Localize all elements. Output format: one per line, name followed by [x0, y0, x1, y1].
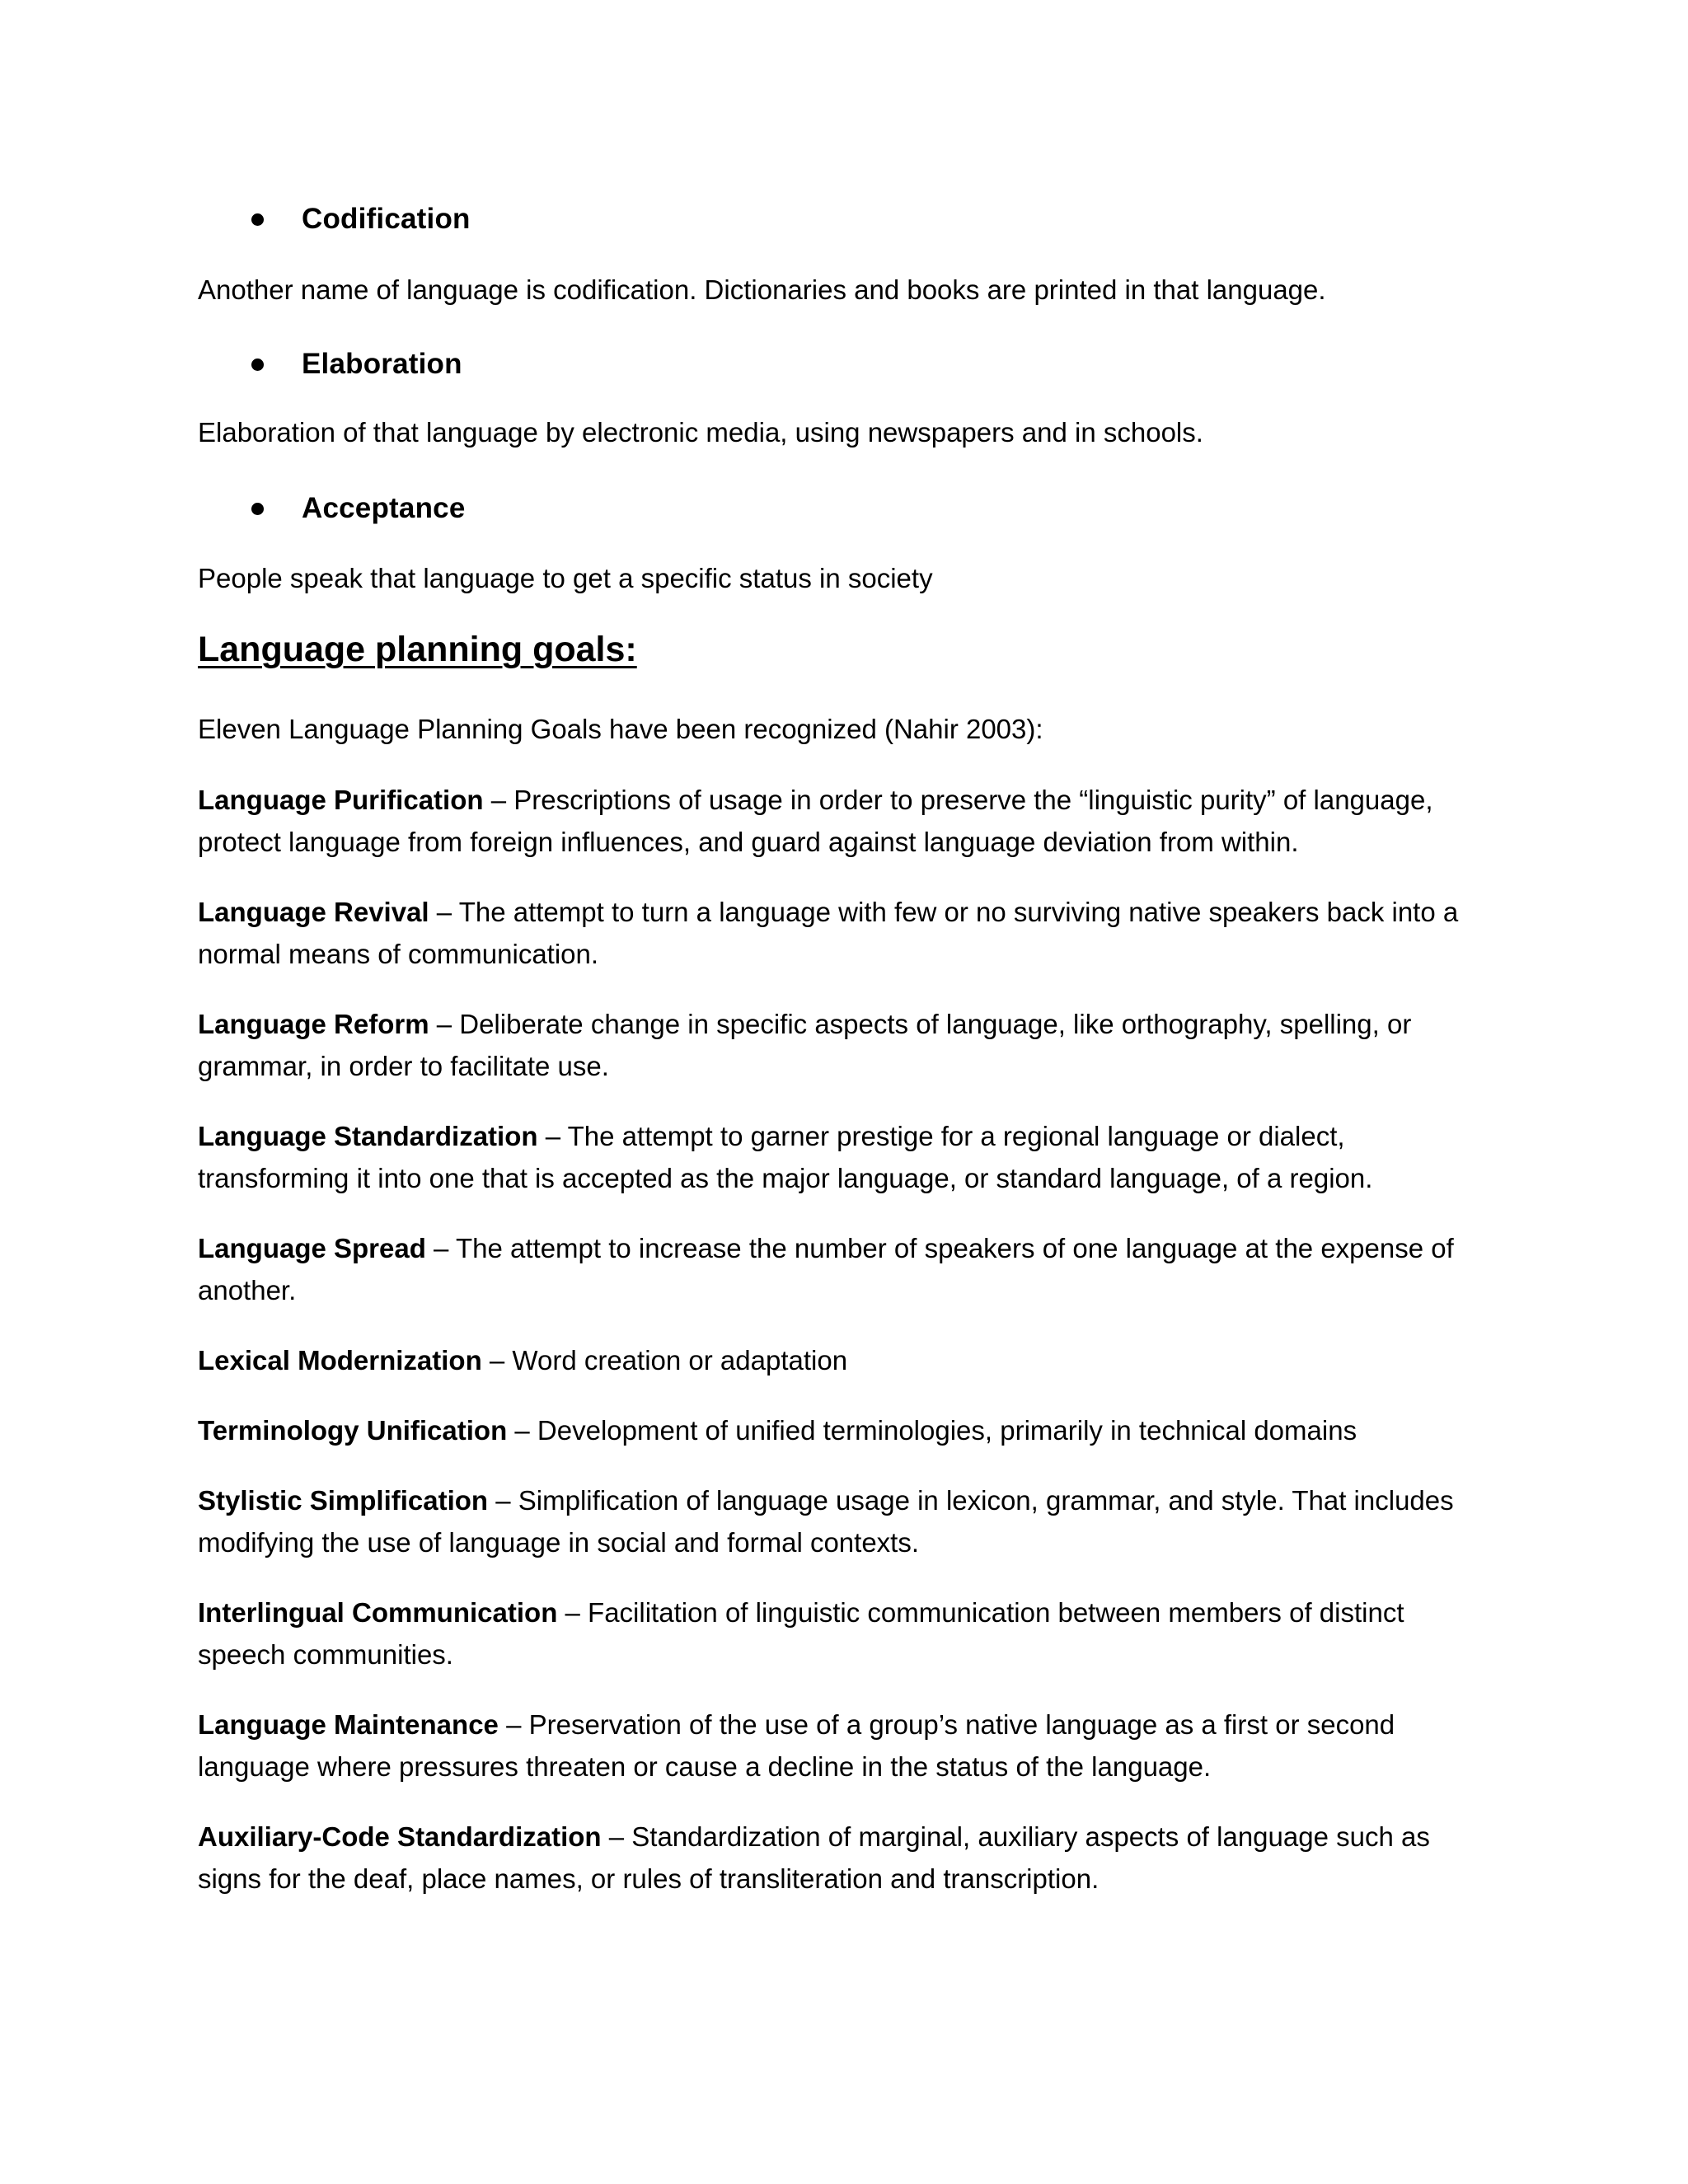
goal-term: Auxiliary-Code Standardization	[198, 1821, 602, 1852]
goal-item-spread	[198, 1227, 1484, 1311]
goal-description: – Simplification of language usage in lexicon, grammar, and style. That includes modifying the use of language in social and formal contexts.	[198, 1485, 1454, 1558]
bullet-heading-acceptance	[198, 484, 465, 533]
goal-term: Terminology Unification	[198, 1415, 508, 1446]
goal-description: – Prescriptions of usage in order to preserve the “linguistic purity” of language, protect language from foreign influences, and guard against language deviation from within.	[198, 785, 1433, 857]
goal-term: Language Maintenance	[198, 1709, 499, 1740]
goal-term: Lexical Modernization	[198, 1345, 482, 1376]
section-paragraph: People speak that language to get a specific status in society	[198, 563, 933, 593]
section-heading-text: Acceptance	[302, 492, 466, 524]
goal-item-terminology-unification	[198, 1409, 1484, 1451]
goal-term: Language Purification	[198, 785, 484, 815]
goals-heading: Language planning goals:	[198, 630, 637, 669]
goal-description: – Word creation or adaptation	[481, 1345, 848, 1376]
goal-item-stylistic-simplification	[198, 1479, 1484, 1563]
section-paragraph: Another name of language is codification. Dictionaries and books are printed in that language.	[198, 274, 1326, 305]
goal-description: – Facilitation of linguistic communication between members of distinct speech communities.	[198, 1597, 1404, 1670]
goal-description: – Deliberate change in specific aspects of language, like orthography, spelling, or grammar, in order to facilitate use.	[198, 1009, 1412, 1081]
goal-item-language-maintenance	[198, 1704, 1484, 1788]
goal-term: Language Standardization	[198, 1121, 538, 1151]
goal-item-purification	[198, 779, 1484, 863]
goals-intro: Eleven Language Planning Goals have been recognized (Nahir 2003):	[198, 714, 1043, 744]
bullet-icon	[251, 503, 264, 515]
goal-item-standardization	[198, 1115, 1484, 1199]
bullet-heading-elaboration	[198, 340, 462, 389]
bullet-icon	[251, 359, 264, 371]
goal-description: – The attempt to garner prestige for a regional language or dialect, transforming it into one that is accepted as the major language, or standard language, of a region.	[198, 1121, 1373, 1193]
goal-item-lexical-modernization	[198, 1339, 1484, 1381]
goal-description: – Standardization of marginal, auxiliary aspects of language such as signs for the deaf, place names, or rules of transliteration and transcription.	[198, 1821, 1430, 1894]
goal-term: Language Spread	[198, 1233, 426, 1263]
goal-item-reform	[198, 1003, 1484, 1087]
goal-item-auxiliary-code-standardization	[198, 1816, 1484, 1900]
goal-description: – The attempt to turn a language with few or no surviving native speakers back into a normal means of communication.	[198, 897, 1459, 969]
goal-term: Language Reform	[198, 1009, 429, 1039]
section-heading-text: Elaboration	[302, 348, 462, 380]
goal-term: Interlingual Communication	[198, 1597, 558, 1628]
bullet-icon	[251, 213, 264, 226]
goal-item-interlingual-communication	[198, 1591, 1484, 1675]
goal-description: – The attempt to increase the number of speakers of one language at the expense of another.	[198, 1233, 1454, 1305]
section-paragraph: Elaboration of that language by electronic media, using newspapers and in schools.	[198, 417, 1203, 448]
goal-term: Stylistic Simplification	[198, 1485, 489, 1516]
goal-item-revival	[198, 891, 1484, 975]
goal-term: Language Revival	[198, 897, 429, 927]
bullet-heading-codification	[198, 194, 471, 244]
section-heading-text: Codification	[302, 203, 471, 235]
goal-description: – Preservation of the use of a group’s native language as a first or second language where pressures threaten or cause a decline in the status of the language.	[198, 1709, 1395, 1782]
goal-description: – Development of unified terminologies, primarily in technical domains	[507, 1415, 1357, 1446]
